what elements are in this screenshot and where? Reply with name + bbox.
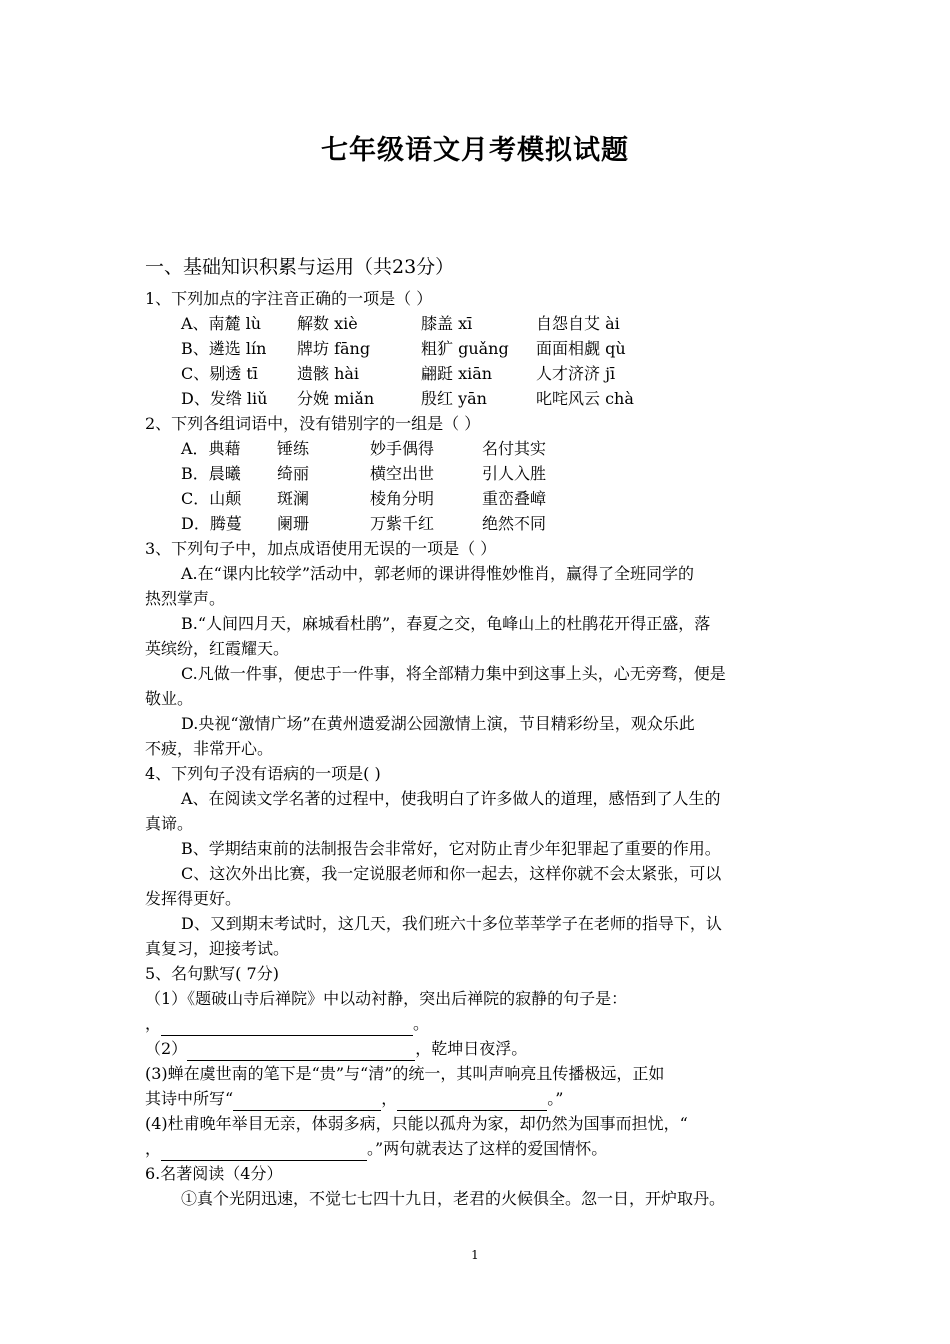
q2-option-a: [145, 436, 810, 461]
q3-option-b-line2: 英缤纷，红霞耀天。: [145, 639, 290, 658]
q4-option-c-line2: 发挥得更好。: [145, 889, 242, 908]
q1-a-3: 膝盖 xī: [421, 314, 473, 333]
q3-option-c-line1: C.凡做一件事，便忠于一件事，将全部精力集中到这事上头，心无旁骛，便是: [181, 664, 726, 683]
q2-c-3: 棱角分明: [370, 489, 435, 508]
q5-part4-line1: (4)杜甫晚年举目无亲，体弱多病，只能以孤舟为家，却仍然为国事而担忧，“: [145, 1114, 688, 1133]
q3-option-c-line2: 敬业。: [145, 689, 194, 708]
q2-option-b: [145, 461, 810, 486]
q5-p4-suffix: 。”两句就表达了这样的爱国情怀。: [367, 1139, 608, 1158]
q1-c-4: 人才济济 jī: [536, 364, 616, 383]
q3-option-a-line1: A.在“课内比较学”活动中，郭老师的课讲得惟妙惟肖，赢得了全班同学的: [181, 564, 695, 583]
q1-option-b: [145, 336, 810, 361]
q3-option-d-line2: 不疲，非常开心。: [145, 739, 274, 758]
section-heading: 一、基础知识积累与运用（共23分）: [145, 256, 455, 278]
q5-part3-line1: (3)蝉在虞世南的笔下是“贵”与“清”的统一，其叫声响亮且传播极远，正如: [145, 1064, 665, 1083]
q3-option-d-line1: D.央视“激情广场”在黄州遗爱湖公园激情上演，节目精彩纷呈，观众乐此: [181, 714, 695, 733]
q5-part3-line2: [145, 1086, 810, 1111]
q5-p3-mid: ，: [381, 1089, 398, 1108]
q5-p2-prefix: （2）: [145, 1039, 188, 1058]
q5-p3-prefix: 其诗中所写“: [145, 1089, 234, 1108]
q1-stem: 1、下列加点的字注音正确的一项是（ ）: [145, 289, 433, 308]
q2-d-1: D．腾蔓: [181, 514, 242, 533]
q2-a-1: A．典藉: [181, 439, 241, 458]
q1-b-3: 粗犷 guǎng: [421, 339, 509, 358]
q5-part2: [145, 1036, 810, 1061]
page-title: 七年级语文月考模拟试题: [321, 135, 629, 166]
q1-option-a: [145, 311, 810, 336]
q4-option-d-line2: 真复习，迎接考试。: [145, 939, 290, 958]
answer-blank-2[interactable]: [187, 1042, 415, 1061]
q2-stem: 2、下列各组词语中，没有错别字的一组是（ ）: [145, 414, 481, 433]
q4-option-c-line1: C、这次外出比赛，我一定说服老师和你一起去，这样你就不会太紧张，可以: [181, 864, 722, 883]
q4-option-d-line1: D、又到期末考试时，这几天，我们班六十多位莘莘学子在老师的指导下，认: [181, 914, 722, 933]
q2-a-4: 名付其实: [482, 439, 547, 458]
q5-part1-line2: [145, 1011, 810, 1036]
q1-a-4: 自怨自艾 ài: [536, 314, 620, 333]
q2-d-2: 阑珊: [277, 514, 310, 533]
answer-blank-5[interactable]: [161, 1142, 367, 1161]
q5-p3-suffix: 。”: [547, 1089, 564, 1108]
q2-option-c: [145, 486, 810, 511]
q1-b-1: B、遴选 lín: [181, 339, 267, 358]
q3-stem: 3、下列句子中，加点成语使用无误的一项是（ ）: [145, 539, 497, 558]
q1-c-3: 翩跹 xiān: [421, 364, 493, 383]
q1-b-2: 牌坊 fāng: [297, 339, 371, 358]
q2-b-4: 引人入胜: [482, 464, 547, 483]
q2-c-2: 斑澜: [277, 489, 310, 508]
q2-c-4: 重峦叠嶂: [482, 489, 547, 508]
q4-stem: 4、下列句子没有语病的一项是( ): [145, 764, 381, 783]
q5-part4-line2: [145, 1136, 810, 1161]
q1-c-2: 遗骸 hài: [297, 364, 360, 383]
page-number: 1: [471, 1248, 479, 1262]
q1-b-4: 面面相觑 qù: [536, 339, 626, 358]
q1-d-4: 叱咤风云 chà: [536, 389, 634, 408]
q5-p2-suffix: ，乾坤日夜浮。: [415, 1039, 528, 1058]
q1-a-1: A、南麓 lù: [181, 314, 262, 333]
q1-option-c: [145, 361, 810, 386]
question-content: [145, 286, 810, 1211]
q2-b-2: 绮丽: [277, 464, 310, 483]
q1-d-1: D、发绺 liǔ: [181, 389, 268, 408]
q1-a-2: 解数 xiè: [297, 314, 358, 333]
q2-d-4: 绝然不同: [482, 514, 547, 533]
q4-option-b-line1: B、学期结束前的法制报告会非常好，它对防止青少年犯罪起了重要的作用。: [181, 839, 721, 858]
answer-blank-1[interactable]: [161, 1017, 413, 1036]
q4-option-a-line1: A、在阅读文学名著的过程中，使我明白了许多做人的道理，感悟到了人生的: [181, 789, 721, 808]
q2-b-3: 横空出世: [370, 464, 435, 483]
q2-a-2: 锤练: [277, 439, 310, 458]
q5-part1-line1: （1）《题破山寺后禅院》中以动衬静，突出后禅院的寂静的句子是：: [145, 989, 628, 1008]
q1-option-d: [145, 386, 810, 411]
q3-option-b-line1: B.“人间四月天，麻城看杜鹃”，春夏之交，龟峰山上的杜鹃花开得正盛，落: [181, 614, 711, 633]
q5-p1-suffix: 。: [413, 1014, 430, 1033]
q5-p4-prefix: ，: [145, 1139, 162, 1158]
answer-blank-4[interactable]: [397, 1092, 547, 1111]
q4-option-a-line2: 真谛。: [145, 814, 194, 833]
q2-a-3: 妙手偶得: [370, 439, 435, 458]
answer-blank-3[interactable]: [233, 1092, 381, 1111]
q1-d-3: 殷红 yān: [421, 389, 487, 408]
q5-stem: 5、名句默写( 7分): [145, 964, 279, 983]
q1-c-1: C、剔透 tī: [181, 364, 258, 383]
q2-option-d: [145, 511, 810, 536]
q1-d-2: 分娩 miǎn: [297, 389, 375, 408]
q6-passage-line1: ①真个光阴迅速，不觉七七四十九日，老君的火候俱全。忽一日，开炉取丹。: [181, 1189, 726, 1208]
q2-d-3: 万紫千红: [370, 514, 435, 533]
q6-stem: 6.名著阅读（4分）: [145, 1164, 283, 1183]
q5-p1-prefix: ，: [145, 1014, 162, 1033]
q3-option-a-line2: 热烈掌声。: [145, 589, 226, 608]
q2-c-1: C．山颠: [181, 489, 242, 508]
q2-b-1: B．晨曦: [181, 464, 241, 483]
